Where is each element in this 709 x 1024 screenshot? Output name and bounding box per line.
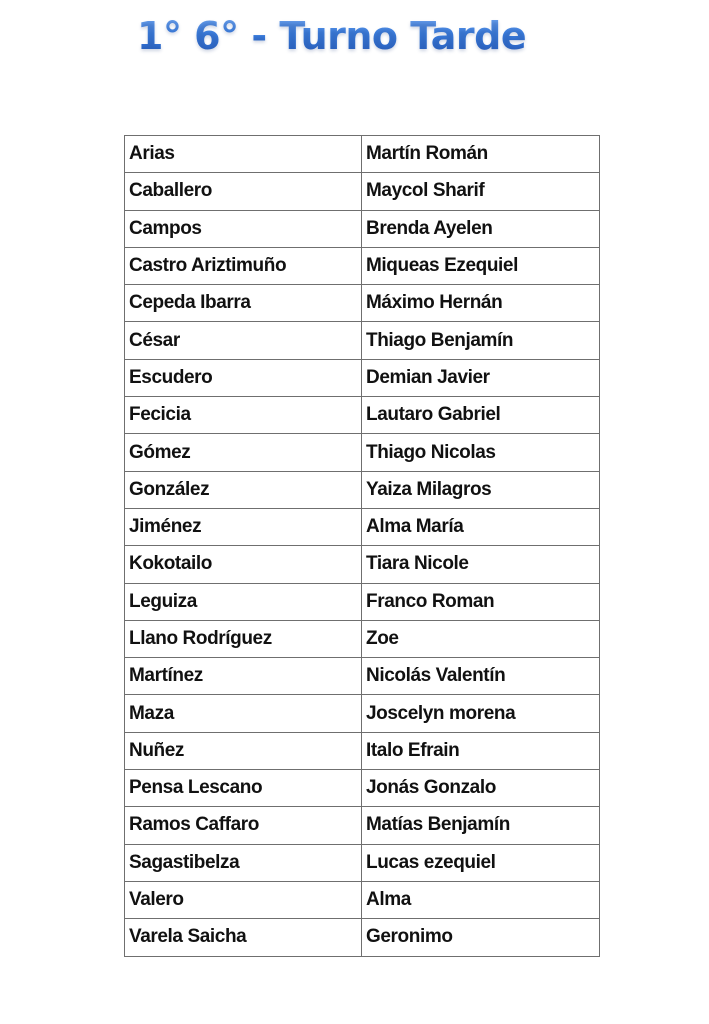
student-surname-cell: Caballero <box>125 173 362 210</box>
student-roster-table <box>124 135 600 957</box>
student-roster-body <box>125 136 600 957</box>
student-given-name-cell: Martín Román <box>362 136 600 173</box>
student-surname-cell: Ramos Caffaro <box>125 807 362 844</box>
student-surname-cell: Cepeda Ibarra <box>125 285 362 322</box>
student-given-name-cell: Nicolás Valentín <box>362 658 600 695</box>
student-given-name-cell: Matías Benjamín <box>362 807 600 844</box>
student-given-name-cell: Maycol Sharif <box>362 173 600 210</box>
student-surname-cell: Maza <box>125 695 362 732</box>
table-row <box>125 919 600 956</box>
student-surname-cell: Sagastibelza <box>125 844 362 881</box>
student-surname-cell: Arias <box>125 136 362 173</box>
student-given-name-cell: Alma María <box>362 508 600 545</box>
student-given-name-cell: Lautaro Gabriel <box>362 397 600 434</box>
student-surname-cell: Leguiza <box>125 583 362 620</box>
student-surname-cell: Escudero <box>125 359 362 396</box>
table-row <box>125 546 600 583</box>
table-row <box>125 136 600 173</box>
table-row <box>125 807 600 844</box>
table-row <box>125 359 600 396</box>
table-row <box>125 732 600 769</box>
table-row <box>125 583 600 620</box>
student-surname-cell: Castro Ariztimuño <box>125 247 362 284</box>
student-surname-cell: Fecicia <box>125 397 362 434</box>
student-surname-cell: Pensa Lescano <box>125 770 362 807</box>
table-row <box>125 508 600 545</box>
student-given-name-cell: Italo Efrain <box>362 732 600 769</box>
student-given-name-cell: Yaiza Milagros <box>362 471 600 508</box>
student-surname-cell: Gómez <box>125 434 362 471</box>
table-row <box>125 471 600 508</box>
student-surname-cell: Jiménez <box>125 508 362 545</box>
student-surname-cell: Campos <box>125 210 362 247</box>
table-row <box>125 695 600 732</box>
student-given-name-cell: Thiago Nicolas <box>362 434 600 471</box>
table-row <box>125 434 600 471</box>
table-row <box>125 844 600 881</box>
student-given-name-cell: Geronimo <box>362 919 600 956</box>
student-surname-cell: Varela Saicha <box>125 919 362 956</box>
table-row <box>125 397 600 434</box>
student-given-name-cell: Thiago Benjamín <box>362 322 600 359</box>
student-given-name-cell: Máximo Hernán <box>362 285 600 322</box>
table-row <box>125 285 600 322</box>
student-surname-cell: Kokotailo <box>125 546 362 583</box>
student-given-name-cell: Brenda Ayelen <box>362 210 600 247</box>
student-surname-cell: Martínez <box>125 658 362 695</box>
table-row <box>125 247 600 284</box>
student-given-name-cell: Demian Javier <box>362 359 600 396</box>
student-given-name-cell: Miqueas Ezequiel <box>362 247 600 284</box>
student-given-name-cell: Franco Roman <box>362 583 600 620</box>
student-given-name-cell: Jonás Gonzalo <box>362 770 600 807</box>
page-title: 1° 6° - Turno Tarde <box>137 8 557 64</box>
student-surname-cell: Llano Rodríguez <box>125 620 362 657</box>
student-surname-cell: González <box>125 471 362 508</box>
student-given-name-cell: Tiara Nicole <box>362 546 600 583</box>
student-given-name-cell: Alma <box>362 881 600 918</box>
table-row <box>125 210 600 247</box>
table-row <box>125 658 600 695</box>
student-surname-cell: Nuñez <box>125 732 362 769</box>
table-row <box>125 620 600 657</box>
table-row <box>125 770 600 807</box>
student-surname-cell: Valero <box>125 881 362 918</box>
table-row <box>125 881 600 918</box>
student-given-name-cell: Lucas ezequiel <box>362 844 600 881</box>
student-surname-cell: César <box>125 322 362 359</box>
table-row <box>125 173 600 210</box>
student-given-name-cell: Joscelyn morena <box>362 695 600 732</box>
student-given-name-cell: Zoe <box>362 620 600 657</box>
table-row <box>125 322 600 359</box>
